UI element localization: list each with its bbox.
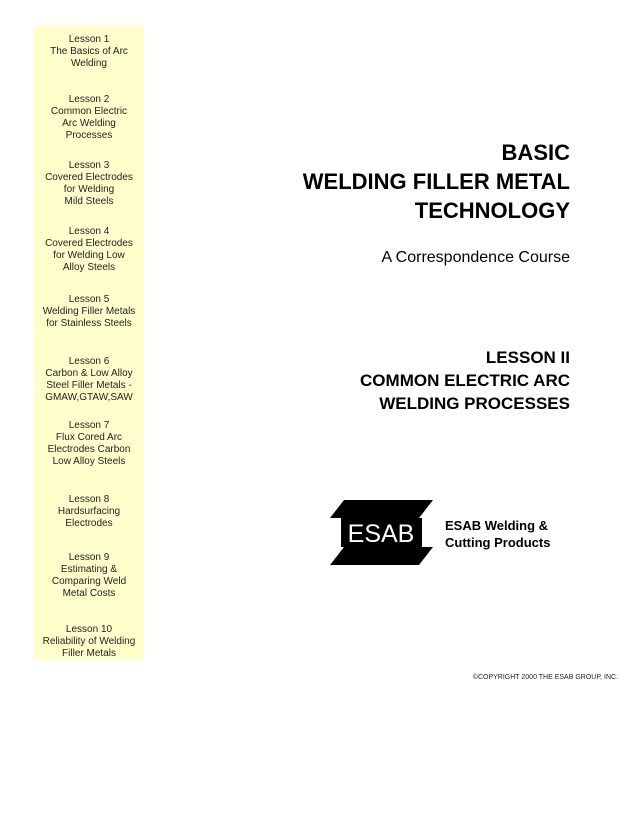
lesson-10-link[interactable] xyxy=(34,624,144,660)
lesson-line: Mild Steels xyxy=(64,196,114,207)
lesson-line: Lesson 7 xyxy=(68,420,110,431)
lesson-line: Lesson 8 xyxy=(68,494,110,505)
lesson-line: Filler Metals xyxy=(62,648,116,659)
lesson-line: Lesson 5 xyxy=(68,294,110,305)
lesson-line: Estimating & xyxy=(60,564,118,575)
lesson-sidebar xyxy=(34,26,144,660)
lesson-line: Electrodes xyxy=(65,518,113,529)
lesson-line: Comparing Weld xyxy=(51,576,127,587)
course-title xyxy=(303,138,570,225)
lesson-line: Lesson 1 xyxy=(68,34,110,45)
lesson-line: Covered Electrodes xyxy=(45,238,133,249)
lesson-line: Steel Filler Metals - xyxy=(46,380,132,391)
lesson-line: GMAW,GTAW,SAW xyxy=(45,392,133,403)
lesson-7-link[interactable] xyxy=(34,420,144,468)
lesson-title-line: WELDING PROCESSES xyxy=(379,394,570,413)
lesson-line: Covered Electrodes xyxy=(45,172,133,183)
esab-logo-text: ESAB xyxy=(347,520,415,548)
lesson-8-link[interactable] xyxy=(34,494,144,530)
copyright-notice: ©COPYRIGHT 2000 THE ESAB GROUP, INC. xyxy=(472,674,618,681)
lesson-line: Welding xyxy=(71,58,107,69)
lesson-line: Processes xyxy=(65,130,113,141)
lesson-1-link[interactable] xyxy=(34,34,144,70)
lesson-line: The Basics of Arc xyxy=(50,46,128,57)
course-title-line: BASIC xyxy=(501,140,570,165)
lesson-line: Alloy Steels xyxy=(62,262,116,273)
lesson-6-link[interactable] xyxy=(34,356,144,404)
lesson-line: Arc Welding xyxy=(62,118,116,129)
lesson-title-line: COMMON ELECTRIC ARC xyxy=(360,371,570,390)
lesson-line: for Stainless Steels xyxy=(46,318,132,329)
lesson-9-link[interactable] xyxy=(34,552,144,600)
lesson-title-line: LESSON II xyxy=(485,348,570,367)
lesson-line: Lesson 4 xyxy=(68,226,110,237)
lesson-line: Lesson 10 xyxy=(65,624,113,635)
company-name-line: Cutting Products xyxy=(445,535,551,550)
course-subtitle: A Correspondence Course xyxy=(381,249,570,266)
lesson-line: for Welding Low xyxy=(53,250,125,261)
lesson-line: for Welding xyxy=(63,184,115,195)
lesson-5-link[interactable] xyxy=(34,294,144,330)
lesson-2-link[interactable] xyxy=(34,94,144,142)
lesson-line: Carbon & Low Alloy xyxy=(45,368,133,379)
lesson-4-link[interactable] xyxy=(34,226,144,274)
lesson-line: Electrodes Carbon xyxy=(47,444,131,455)
lesson-line: Hardsurfacing xyxy=(57,506,121,517)
company-name-line: ESAB Welding & xyxy=(445,518,549,533)
lesson-line: Metal Costs xyxy=(62,588,116,599)
lesson-line: Lesson 3 xyxy=(68,160,110,171)
esab-logo xyxy=(330,500,433,565)
lesson-line: Common Electric xyxy=(50,106,128,117)
course-title-line: TECHNOLOGY xyxy=(414,198,570,223)
lesson-line: Lesson 2 xyxy=(68,94,110,105)
lesson-line: Low Alloy Steels xyxy=(52,456,126,467)
company-name xyxy=(445,517,550,551)
lesson-line: Lesson 9 xyxy=(68,552,110,563)
lesson-line: Flux Cored Arc xyxy=(55,432,123,443)
lesson-line: Lesson 6 xyxy=(68,356,110,367)
lesson-line: Welding Filler Metals xyxy=(42,306,136,317)
course-title-line: WELDING FILLER METAL xyxy=(302,169,570,194)
lesson-title xyxy=(360,346,570,415)
lesson-line: Reliability of Welding xyxy=(42,636,136,647)
lesson-3-link[interactable] xyxy=(34,160,144,208)
